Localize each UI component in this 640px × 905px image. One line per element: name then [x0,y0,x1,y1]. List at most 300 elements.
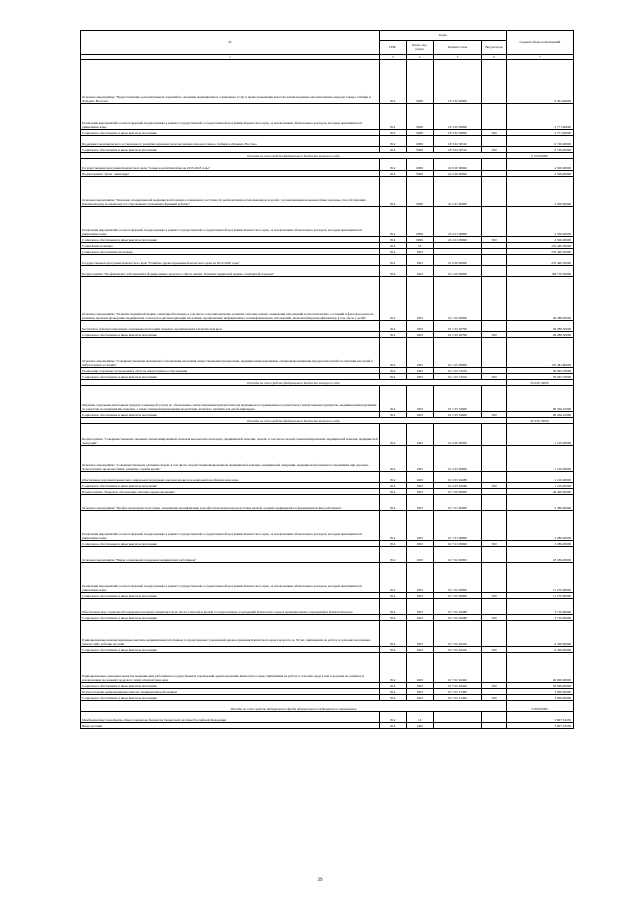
item-name: Подпрограмма "Профилактика заболеваний и формирование здорового образа жизни. Развитие первичной медико-санитарной помощи" [81,266,380,277]
item-name: Подпрограмма "Кадровое обеспечение системы здравоохранения" [81,489,380,495]
header-codes-group: Коды [379,31,506,41]
table-row [81,599,574,615]
grbs-cell: 814 [379,599,406,615]
header-razdel: Раздел, под-раздел [406,41,433,55]
item-name: Основное мероприятие "Совершенствование оказания скорой, в том числе скорой специализированной, медицинской помощи, медицинской эвакуации, медицинской помощи пострадавшим при дорожно-транспортных происшествиях, развитие службы крови" [81,446,380,472]
razdel-cell: 0909 [406,207,433,237]
razdel-cell: 1003 [406,386,433,412]
grbs-cell: 814 [379,237,406,243]
razdel-cell: 0909 [406,60,433,104]
razdel-cell: 1003 [406,338,433,368]
amount-cell: 49 288,50000 [506,321,573,332]
item-name: Обеспечение дополнительных мер социальной поддержки донорам крови и ее компонентов в Камчатском крае [81,472,380,483]
vr-cell [482,159,506,171]
razdel-cell: 1003 [406,511,433,541]
funding-note: Расходы за счет средств федерального бюджета текущего года [81,418,507,424]
amount-cell: 9 491,60000 [506,60,573,104]
csr-cell: 01 7 02 26420 [433,683,482,689]
table-row [81,472,574,483]
razdel-cell: 1003 [406,412,433,418]
razdel-cell: 10 [406,243,433,249]
grbs-cell: 814 [379,563,406,593]
grbs-cell: 814 [379,249,406,255]
vr-cell: 300 [482,483,506,489]
budget-table [80,30,574,729]
razdel-cell: 1003 [406,332,433,338]
amount-cell: 6 720,00000 [506,136,573,147]
vr-cell [482,547,506,563]
razdel-cell: 14 [406,712,433,723]
item-name: Социальное обеспечение и иные выплаты населению [81,483,380,489]
amount-cell: 39 045,70000 [506,380,573,386]
vr-cell: 300 [482,147,506,153]
csr-cell: 01 2 03 26280 [433,472,482,483]
vr-cell: 300 [482,412,506,418]
item-name: Подпрограмма "Дети - инвалиды" [81,171,380,177]
amount-cell: 5 807,54350 [506,723,573,729]
grbs-cell: 814 [379,653,406,683]
grbs-cell: 814 [379,171,406,177]
grbs-cell: 814 [379,446,406,472]
amount-cell: 1 210,00000 [506,472,573,483]
csr-cell: 01 0 00 00000 [433,255,482,266]
grbs-cell: 814 [379,495,406,511]
item-name: Реализация отдельных полномочий в области лекарственного обеспечения [81,368,380,374]
amount-cell: 6 720,00000 [506,147,573,153]
csr-cell: 18 3 02 09990 [433,104,482,130]
csr-cell: 01 7 02 51360 [433,695,482,701]
amount-cell: 2 771,60000 [506,104,573,130]
amount-cell: 2 280,00000 [506,495,573,511]
csr-cell: 22 2 01 09990 [433,237,482,243]
csr-cell: 01 7 02 09990 [433,563,482,593]
grbs-cell: 814 [379,547,406,563]
csr-cell: 01 7 00 00000 [433,489,482,495]
table-row [81,177,574,207]
vr-cell [482,207,506,237]
funding-note: Расходы за счет средств федерального бюджета текущего года [81,153,507,159]
vr-cell: 300 [482,593,506,599]
csr-cell: 01 2 03 26280 [433,483,482,489]
grbs-cell: 814 [379,621,406,647]
vr-cell [482,386,506,412]
grbs-cell: 814 [379,593,406,599]
vr-cell: 300 [482,615,506,621]
vr-cell [482,495,506,511]
item-name: Социальное обеспечение и иные выплаты населению [81,683,380,689]
vr-cell: 300 [482,647,506,653]
item-name: Социальное обеспечение и иные выплаты населению [81,695,380,701]
amount-cell: 235 440,30000 [506,255,573,266]
vr-cell [482,255,506,266]
vr-cell [482,621,506,647]
grbs-cell: 814 [379,541,406,547]
csr-cell: 22 0 00 00000 [433,159,482,171]
column-index: 3 [379,55,406,60]
grbs-cell: 814 [379,647,406,653]
header-grbs: ГРБС [379,41,406,55]
vr-cell [482,712,506,723]
funding-note: Расходы за счет средств федерального бюджета текущего года [81,380,507,386]
razdel-cell: 0909 [406,177,433,207]
csr-cell: 01 1 05 00000 [433,338,482,368]
razdel-cell: 1003 [406,615,433,621]
amount-cell: 11 270,00000 [506,563,573,593]
csr-cell: 18 3 02 00000 [433,60,482,104]
razdel-cell: 0909 [406,171,433,177]
table-row [81,547,574,563]
amount-cell: 1 210,00000 [506,424,573,446]
csr-cell [433,723,482,729]
table-row [81,207,574,237]
table-row [81,511,574,541]
grbs-cell: 814 [379,177,406,207]
razdel-cell: 1003 [406,266,433,277]
item-name: Оказание отдельным категориям граждан социальной услуги по обеспечению лекарственными препаратами для медицинского применения по рецептам на лекарственные препараты, медицинскими изделиями по рецептам на медицинские изделия, а также специализированными продуктами лечебного питания для детей-инвалидов [81,386,380,412]
grbs-cell: 814 [379,472,406,483]
grbs-cell: 814 [379,104,406,130]
csr-cell: 18 3 02 09990 [433,130,482,136]
item-name: Государственная программа Камчатского края "Развитие здравоохранения Камчатского края на 2014-2020 годы" [81,255,380,266]
razdel-cell: 1003 [406,446,433,472]
vr-cell [482,321,506,332]
grbs-cell: 814 [379,332,406,338]
razdel-cell: 0909 [406,159,433,171]
amount-cell: 2 280,00000 [506,541,573,547]
razdel-cell: 1003 [406,374,433,380]
column-index: 6 [482,55,506,60]
vr-cell [482,511,506,541]
funding-note-row [81,701,574,712]
table-row [81,563,574,593]
amount-cell: 2 500,00000 [506,207,573,237]
amount-cell: 2 500,00000 [506,159,573,171]
table-row [81,338,574,368]
grbs-cell: 814 [379,243,406,249]
grbs-cell: 814 [379,386,406,412]
vr-cell [482,472,506,483]
item-name: Социальное обеспечение и иные выплаты населению [81,541,380,547]
table-row [81,712,574,723]
amount-cell: 96 436,10000 [506,412,573,418]
razdel-cell: 1003 [406,424,433,446]
grbs-cell: 814 [379,689,406,695]
item-name: Социальное обеспечение и иные выплаты населению [81,237,380,243]
item-name: Единовременные денежные выплаты медицинским работникам государственных учреждений здравоохранения Камчатского края, прибывшим на работу в сельские округа или городские поселения (за исключением поселений городского типа) в Камчатском крае [81,653,380,683]
amount-cell: 39 045,70000 [506,374,573,380]
grbs-cell: 814 [379,266,406,277]
item-name: Социальное обеспечение и иные выплаты населению [81,412,380,418]
table-row [81,266,574,277]
razdel-cell: 1003 [406,695,433,701]
razdel-cell: 1003 [406,593,433,599]
csr-cell: 22 2 01 00000 [433,177,482,207]
grbs-cell: 814 [379,511,406,541]
amount-cell: 1 210,00000 [506,483,573,489]
csr-cell: 01 1 02 26790 [433,321,482,332]
grbs-cell: 814 [379,147,406,153]
csr-cell: 01 2 00 00000 [433,424,482,446]
razdel-cell: 1003 [406,472,433,483]
vr-cell [482,277,506,321]
amount-cell: 11 270,00000 [506,593,573,599]
csr-cell: 01 7 02 51360 [433,689,482,695]
item-name: Социальное обеспечение и иные выплаты населению [81,374,380,380]
vr-cell: 300 [482,332,506,338]
vr-cell [482,338,506,368]
amount-cell: 2 500,00000 [506,237,573,243]
amount-cell: 235 440,30000 [506,249,573,255]
table-row [81,723,574,729]
item-name: Социальное обеспечение и иные выплаты населению [81,615,380,621]
csr-cell: 01 7 01 00000 [433,495,482,511]
csr-cell: 01 7 02 26420 [433,653,482,683]
grbs-cell: 814 [379,321,406,332]
vr-cell [482,177,506,207]
vr-cell: 300 [482,541,506,547]
csr-cell: 01 7 02 26280 [433,599,482,615]
razdel-cell: 0909 [406,237,433,243]
amount-cell: 3 710,00000 [506,599,573,615]
grbs-cell: 814 [379,207,406,237]
item-name: Основное мероприятие "Развитие первичной медико-санитарной помощи, в том числе сельским жителям, развитие системы раннего выявления заболеваний и патологических состояний и факторов риска их развития, включая проведение медицинских осмотров и диспансеризации населения, профилактика инфекционных и неинфекционных заболеваний, включая иммунопрофилактику, в том числе у детей" [81,277,380,321]
csr-cell: 18 3 02 50510 [433,147,482,153]
grbs-cell: 814 [379,159,406,171]
table-row [81,104,574,130]
amount-cell: 3 710,00000 [506,615,573,621]
razdel-cell: 1003 [406,653,433,683]
amount-cell: 2 500,00000 [506,171,573,177]
item-name: Социальное обеспечение населения [81,249,380,255]
amount-cell: 5 807,54350 [506,712,573,723]
item-name: Межбюджетные трансферты общего характера бюджетам бюджетной системы Российской Федерации [81,712,380,723]
table-row [81,159,574,171]
vr-cell: 300 [482,237,506,243]
csr-cell: 22 2 01 09990 [433,207,482,237]
item-name: Реализация мероприятий соответствующей подпрограммы в рамках государственной государственной программы Камчатского края, за исключением обязательных расходов, которым присваиваются уникальные коды [81,511,380,541]
razdel-cell: 1003 [406,277,433,321]
item-name: Основное мероприятие "Оказание своевременной медицинской помощи и повышение доступности реабилитации детей-инвалидов и детей с ограниченными возможностями здоровья, способствующих максимальному возможному восстановлению утраченных функций ребенка" [81,177,380,207]
header-vr: Вид расходов [482,41,506,55]
amount-cell: 96 436,10000 [506,418,573,424]
csr-cell: 01 7 01 09990 [433,511,482,541]
item-name: Социальное обеспечение и иные выплаты населению [81,130,380,136]
csr-cell: 18 3 02 50510 [433,136,482,147]
csr-cell: 01 7 01 09990 [433,541,482,547]
item-name: Социальная политика [81,243,380,249]
grbs-cell: 814 [379,60,406,104]
amount-cell: 47 180,00000 [506,547,573,563]
csr-cell: 01 1 05 51610 [433,368,482,374]
item-name: Иные дотации [81,723,380,729]
vr-cell: 300 [482,374,506,380]
header-amount: Годовой объем ассигнований [506,31,573,55]
csr-cell: 01 7 02 00000 [433,547,482,563]
grbs-cell: 814 [379,130,406,136]
column-index: 1 [81,55,380,60]
grbs-cell: 814 [379,723,406,729]
amount-cell: 6 720,00000 [506,153,573,159]
vr-cell [482,266,506,277]
amount-cell: 135 481,80000 [506,338,573,368]
amount-cell: 20 000,00000 [506,683,573,689]
razdel-cell: 0909 [406,104,433,130]
table-row [81,424,574,446]
amount-cell: 39 045,70000 [506,368,573,374]
amount-cell: 2 280,00000 [506,511,573,541]
razdel-cell: 1003 [406,249,433,255]
grbs-cell: 814 [379,489,406,495]
column-index: 4 [406,55,433,60]
funding-note: Расходы за счет средств Федерального фонда обязательного медицинского страхования [81,701,507,712]
grbs-cell: 814 [379,277,406,321]
table-row [81,60,574,104]
vr-cell [482,136,506,147]
header-csr: Целевая статья [433,41,482,55]
item-name: Реализация мероприятий соответствующей подпрограммы в рамках государственной государственной программы Камчатского края, за исключением обязательных расходов, которым присваиваются уникальные коды [81,104,380,130]
item-name: Основное мероприятие "Совершенствование механизмов обеспечения населения лекарственными препаратами, медицинскими изделиями, специализированными продуктами лечебного питания для детей в амбулаторных условиях" [81,338,380,368]
amount-cell: 2 500,00000 [506,177,573,207]
grbs-cell: 814 [379,424,406,446]
header-number: № [81,31,380,55]
amount-cell: 49 288,50000 [506,332,573,338]
table-row [81,386,574,412]
item-name: Основное мероприятие "Профессиональная подготовка, повышение квалификации и профессиональная переподготовка врачей, средних медицинских и фармацевтических работников" [81,495,380,511]
amount-cell: 1 210,00000 [506,446,573,472]
item-name: Поддержка экономического и социального развития коренных малочисленных народов Севера, Сибири и Дальнего Востока [81,136,380,147]
budget-page [80,30,574,729]
vr-cell [482,424,506,446]
vr-cell [482,599,506,615]
table-row [81,136,574,147]
item-name: Основное мероприятие "Меры социальной поддержки медицинских работников" [81,547,380,563]
table-row [81,446,574,472]
csr-cell: 01 1 05 54600 [433,386,482,412]
grbs-cell: 814 [379,483,406,489]
vr-cell [482,104,506,130]
item-name: Социальное обеспечение и иные выплаты населению [81,593,380,599]
grbs-cell: 814 [379,368,406,374]
razdel-cell: 1003 [406,689,433,695]
vr-cell [482,446,506,472]
amount-cell: 184 770,30000 [506,266,573,277]
razdel-cell: 1402 [406,723,433,729]
razdel-cell: 1003 [406,255,433,266]
item-name: Социальное обеспечение и иные выплаты населению [81,147,380,153]
item-name: Подпрограмма "Совершенствование оказания специализированной, включая высокотехнологичную, медицинской помощи, скорой, в том числе скорой специализированной, медицинской помощи, медицинской эвакуации" [81,424,380,446]
vr-cell [482,563,506,593]
amount-cell: 3 000,00000 [506,689,573,695]
amount-cell: 3 000,00000 [506,695,573,701]
table-body [81,55,574,729]
item-name: Социальное обеспечение и иные выплаты населению [81,332,380,338]
vr-cell: 300 [482,695,506,701]
item-name: Обеспечение мер социальной поддержки молодым специалистам из числа учителей и врачей государственных учреждений Камчатского края и муниципальных учреждений в Камчатском крае [81,599,380,615]
razdel-cell: 0909 [406,136,433,147]
item-name: Государственная программа Камчатского края "Семья и дети Камчатки на 2015-2018 годы" [81,159,380,171]
razdel-cell: 1003 [406,547,433,563]
grbs-cell: 814 [379,615,406,621]
grbs-cell: 814 [379,712,406,723]
grbs-cell: 814 [379,338,406,368]
item-name: Реализация мероприятий соответствующей подпрограммы в рамках государственной государственной программы Камчатского края, за исключением обязательных расходов, которым присваиваются уникальные коды [81,207,380,237]
grbs-cell: 814 [379,412,406,418]
vr-cell [482,653,506,683]
razdel-cell: 0909 [406,130,433,136]
grbs-cell: 814 [379,695,406,701]
csr-cell: 01 1 02 00000 [433,277,482,321]
amount-cell: 3 000,00000 [506,701,573,712]
item-name: Реализация мероприятий соответствующей подпрограммы в рамках государственной государственной программы Камчатского края, за исключением обязательных расходов, которым присваиваются уникальные коды [81,563,380,593]
razdel-cell: 1003 [406,647,433,653]
razdel-cell: 1003 [406,683,433,689]
csr-cell: 01 1 05 51610 [433,374,482,380]
razdel-cell: 1003 [406,541,433,547]
csr-cell: 01 7 02 09990 [433,593,482,599]
csr-cell: 01 1 00 00000 [433,266,482,277]
amount-cell: 49 460,00000 [506,489,573,495]
csr-cell: 01 1 05 54600 [433,412,482,418]
csr-cell: 22 2 00 00000 [433,171,482,177]
razdel-cell: 1003 [406,563,433,593]
amount-cell: 96 436,10000 [506,386,573,412]
table-row [81,277,574,321]
item-name: Социальное обеспечение и иные выплаты населению [81,647,380,653]
csr-cell: 01 7 02 26410 [433,647,482,653]
amount-cell: 9 200,00000 [506,647,573,653]
vr-cell [482,60,506,104]
razdel-cell: 1003 [406,495,433,511]
razdel-cell: 1003 [406,621,433,647]
item-name: Единовременные компенсационные выплаты медицинским работникам государственных учреждений здравоохранения Камчатского края в возрасте до 50 лет, прибывшим на работу в сельские населенные пункты либо рабочие поселки [81,621,380,647]
grbs-cell: 814 [379,136,406,147]
header-row [81,31,574,41]
razdel-cell: 1003 [406,321,433,332]
csr-cell: 01 1 02 26790 [433,332,482,338]
grbs-cell: 814 [379,683,406,689]
vr-cell: 300 [482,130,506,136]
grbs-cell: 814 [379,374,406,380]
column-index: 5 [433,55,482,60]
page-number: 39 [317,878,323,883]
csr-cell: 01 2 03 00000 [433,446,482,472]
grbs-cell: 814 [379,255,406,266]
table-row [81,653,574,683]
amount-cell: 20 000,00000 [506,653,573,683]
razdel-cell: 1003 [406,483,433,489]
table-row [81,255,574,266]
amount-cell: 235 440,30000 [506,243,573,249]
razdel-cell: 0909 [406,147,433,153]
csr-cell [433,712,482,723]
item-name: Основное мероприятие "Предоставление дополнительных гарантий по оказанию медицинских и социальных услуг в целях повышения качества жизни коренных малочисленных народов Севера, Сибири и Дальнего Востока" [81,60,380,104]
razdel-cell: 1003 [406,599,433,615]
item-name: Бесплатное зубопротезирование отдельным категориям граждан, проживающим в Камчатском крае [81,321,380,332]
csr-cell: 01 7 02 26410 [433,621,482,647]
razdel-cell: 1003 [406,368,433,374]
column-index: 7 [506,55,573,60]
vr-cell: 300 [482,683,506,689]
table-row [81,621,574,647]
amount-cell: 9 200,00000 [506,621,573,647]
table-row [81,321,574,332]
amount-cell: 2 771,60000 [506,130,573,136]
table-row [81,495,574,511]
item-name: Осуществление единовременных выплат медицинским работникам [81,689,380,695]
amount-cell: 49 288,50000 [506,277,573,321]
razdel-cell: 1003 [406,489,433,495]
csr-cell: 01 7 02 26280 [433,615,482,621]
